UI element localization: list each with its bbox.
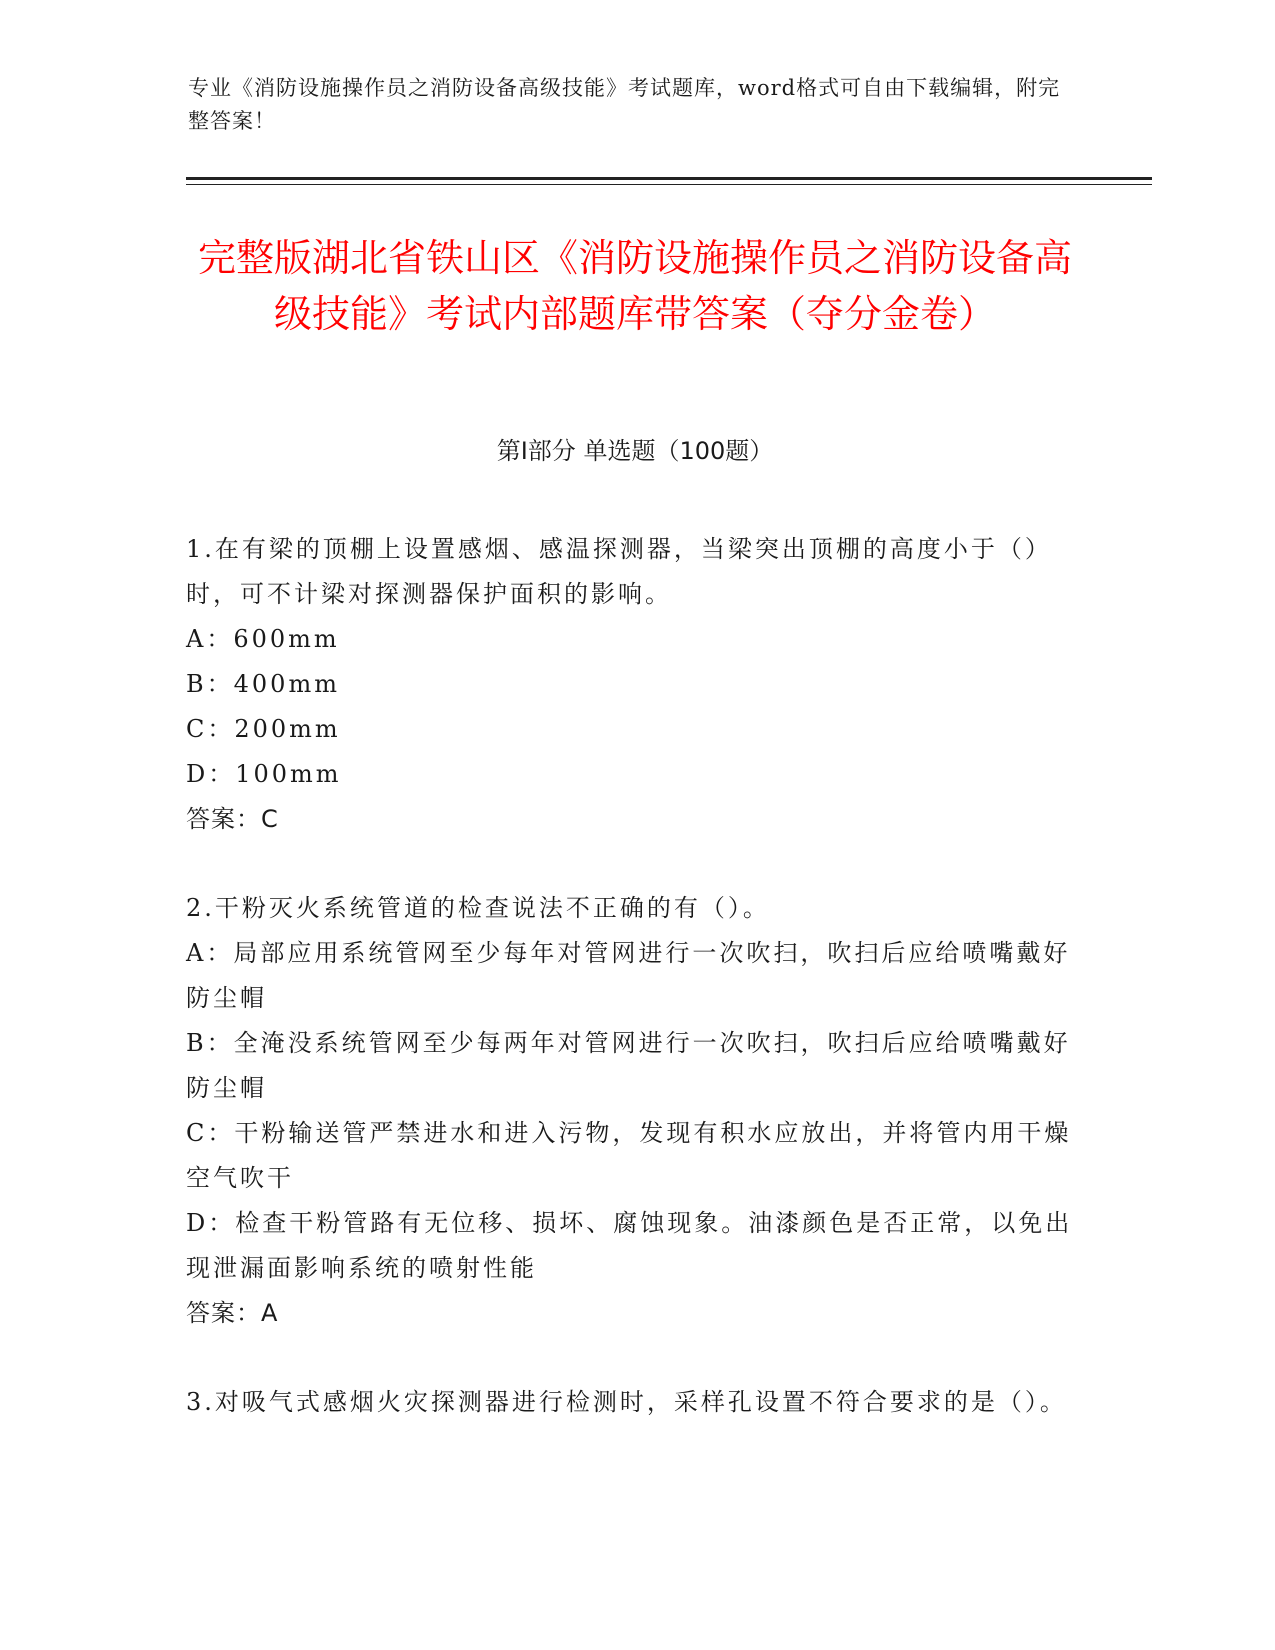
question-list (186, 527, 1081, 1469)
question-stem: 1.在有梁的顶棚上设置感烟、感温探测器，当梁突出顶棚的高度小于（）时，可不计梁对探测器保护面积的影响。 (186, 535, 1052, 608)
answer: 答案：C (186, 805, 279, 833)
option-b: B：全淹没系统管网至少每两年对管网进行一次吹扫，吹扫后应给喷嘴戴好防尘帽 (186, 1029, 1071, 1102)
question-stem: 3.对吸气式感烟火灾探测器进行检测时，采样孔设置不符合要求的是（）。 (186, 1388, 1067, 1416)
option-b: B：400mm (186, 670, 340, 698)
answer: 答案：A (186, 1299, 279, 1327)
header-rule-thin (186, 184, 1152, 185)
option-c: C：200mm (186, 715, 341, 743)
option-d: D：100mm (186, 760, 342, 788)
option-c: C：干粉输送管严禁进水和进入污物，发现有积水应放出，并将管内用干燥空气吹干 (186, 1119, 1072, 1192)
option-a: A：600mm (186, 625, 340, 653)
option-a: A：局部应用系统管网至少每年对管网进行一次吹扫，吹扫后应给喷嘴戴好防尘帽 (186, 939, 1071, 1012)
question-2 (186, 886, 1081, 1336)
header-note: 专业《消防设施操作员之消防设备高级技能》考试题库，word格式可自由下载编辑，附完整答案！ (188, 76, 1061, 133)
header-rule-thick (186, 177, 1152, 180)
question-stem: 2.干粉灭火系统管道的检查说法不正确的有（）。 (186, 894, 770, 922)
question-1 (186, 527, 1081, 842)
section-title: 第I部分 单选题（100题） (496, 437, 774, 465)
option-d: D：检查干粉管路有无位移、损坏、腐蚀现象。油漆颜色是否正常，以免出现泄漏面影响系统的喷射性能 (186, 1209, 1073, 1282)
question-3 (186, 1380, 1081, 1425)
document-title: 完整版湖北省铁山区《消防设施操作员之消防设备高级技能》考试内部题库带答案（夺分金卷） (197, 236, 1072, 336)
